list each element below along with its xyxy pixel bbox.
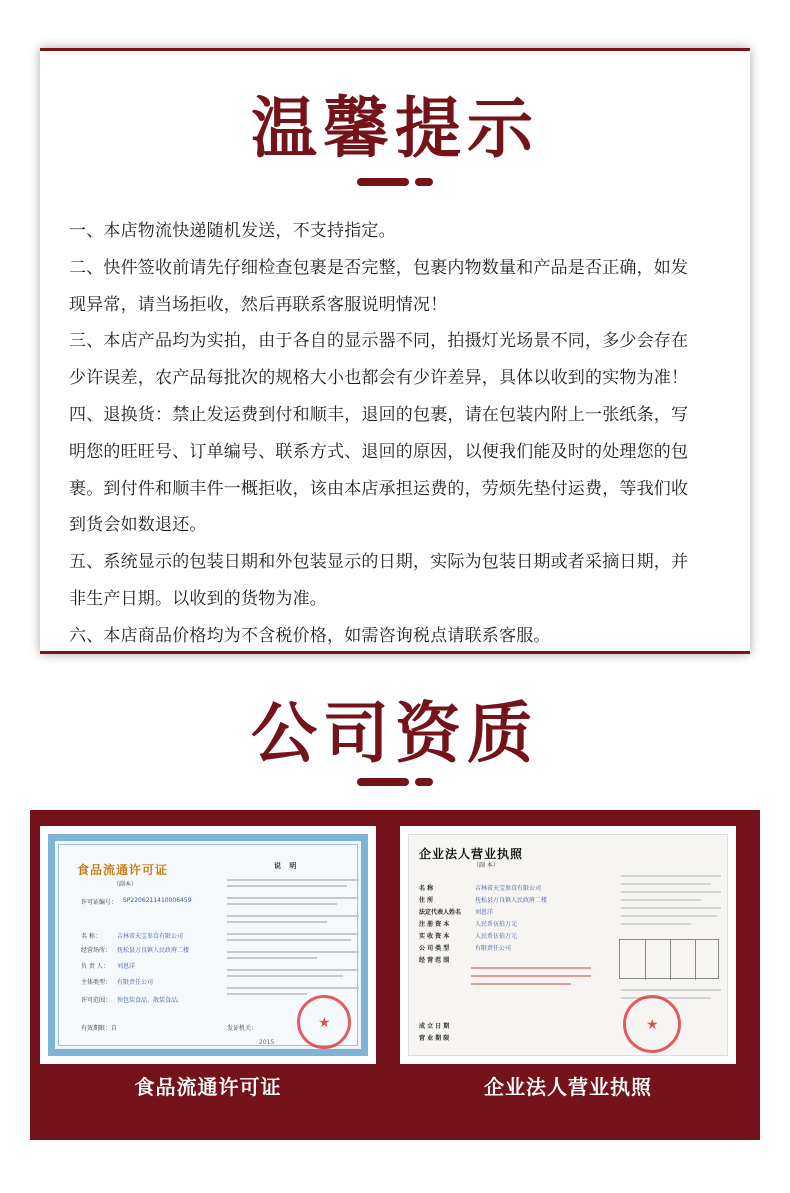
annual-inspection-grid <box>619 939 719 979</box>
permit-value: 有限责任公司 <box>117 979 154 986</box>
red-seal-icon: ★ <box>297 995 351 1049</box>
notice-line: 一、本店物流快递随机发送，不支持指定。 <box>69 221 396 241</box>
permit-label: 有效期限：自 <box>81 1025 118 1032</box>
company-divider <box>357 778 433 786</box>
permit-label: 名 称： <box>81 933 101 940</box>
permit-title: 食品流通许可证 <box>77 863 169 877</box>
license-label: 注 册 资 本 <box>419 921 450 928</box>
notice-line: 二、快件签收前请先仔细检查包裹是否完整，包裹内物数量和产品是否正确，如发 <box>69 257 689 278</box>
notice-line: 六、本店商品价格均为不含税价格，如需咨询税点请联系客服。 <box>69 625 551 646</box>
permit-label: 主体类型： <box>81 979 112 986</box>
license-label: 名 称 <box>419 885 434 892</box>
notice-line: 三、本店产品均为实拍，由于各自的显示器不同，拍摄灯光场景不同，多少会存在 <box>69 331 689 352</box>
company-title: 公司资质 <box>251 694 539 772</box>
food-permit-image <box>40 826 376 1064</box>
license-label: 实 收 资 本 <box>419 933 450 940</box>
food-permit-caption: 食品流通许可证 <box>134 1075 282 1099</box>
license-value: 人民币伍拾万元 <box>475 921 518 928</box>
permit-label: 许可证编号： <box>81 899 118 906</box>
permit-document <box>48 834 368 1056</box>
permit-value: 2015 <box>259 1039 275 1046</box>
notice-line: 四、退换货：禁止发运费到付和顺丰，退回的包裹，请在包装内附上一张纸条，写 <box>69 404 689 425</box>
notice-line: 到货会如数退还。 <box>69 515 207 536</box>
permit-value: 吉林省天宝参茸有限公司 <box>117 933 184 940</box>
notice-card <box>40 48 750 654</box>
business-license-image <box>400 826 736 1064</box>
permit-desc-title: 说 明 <box>274 862 300 870</box>
license-title: 企业法人营业执照 <box>419 847 524 861</box>
notice-title: 温馨提示 <box>251 89 539 167</box>
permit-label: 许可范围： <box>81 997 112 1004</box>
license-subtitle: （副 本） <box>473 862 499 869</box>
license-label: 住 所 <box>419 897 434 904</box>
license-value: 有限责任公司 <box>475 945 512 952</box>
license-label: 成 立 日 期 <box>419 1023 450 1030</box>
notice-line: 少许误差，农产品每批次的规格大小也都会有少许差异，具体以收到的实物为准！ <box>69 368 689 389</box>
notice-divider <box>357 178 433 186</box>
license-label: 法定代表人姓名 <box>419 909 462 916</box>
license-value: 抚松县万良镇人民政府二楼 <box>475 897 548 904</box>
license-label: 经 营 范 围 <box>419 957 450 964</box>
license-value: 人民币伍拾万元 <box>475 933 518 940</box>
permit-value: 刘恩洋 <box>117 963 136 970</box>
certificate-band <box>30 810 760 1140</box>
license-label: 公 司 类 型 <box>419 945 450 952</box>
business-license-caption: 企业法人营业执照 <box>484 1075 652 1099</box>
permit-value: 抚松县万良镇人民政府二楼 <box>117 947 190 954</box>
license-document <box>408 834 728 1056</box>
red-seal-icon: ★ <box>623 995 681 1053</box>
license-value: 吉林省天宝参茸有限公司 <box>475 885 542 892</box>
license-label: 营 业 期 限 <box>419 1035 450 1042</box>
notice-line: 非生产日期。以收到的货物为准。 <box>69 588 327 609</box>
permit-value: 预包装食品、散装食品。 <box>117 997 184 1004</box>
license-value: 刘恩洋 <box>475 909 494 916</box>
permit-subtitle: （副本） <box>113 881 138 888</box>
permit-label: 经营场所： <box>81 947 112 954</box>
permit-label: 负 责 人： <box>81 963 109 970</box>
permit-value: SP2206211410006459 <box>123 897 192 904</box>
permit-label: 发证机关： <box>227 1025 258 1032</box>
notice-line: 现异常，请当场拒收，然后再联系客服说明情况！ <box>69 294 448 315</box>
notice-line: 明您的旺旺号、订单编号、联系方式、退回的原因，以便我们能及时的处理您的包 <box>69 441 689 462</box>
notice-line: 裹。到付件和顺丰件一概拒收，该由本店承担运费的，劳烦先垫付运费，等我们收 <box>69 478 689 499</box>
notice-line: 五、系统显示的包装日期和外包装显示的日期，实际为包装日期或者采摘日期，并 <box>69 552 689 573</box>
notice-body <box>69 213 739 655</box>
